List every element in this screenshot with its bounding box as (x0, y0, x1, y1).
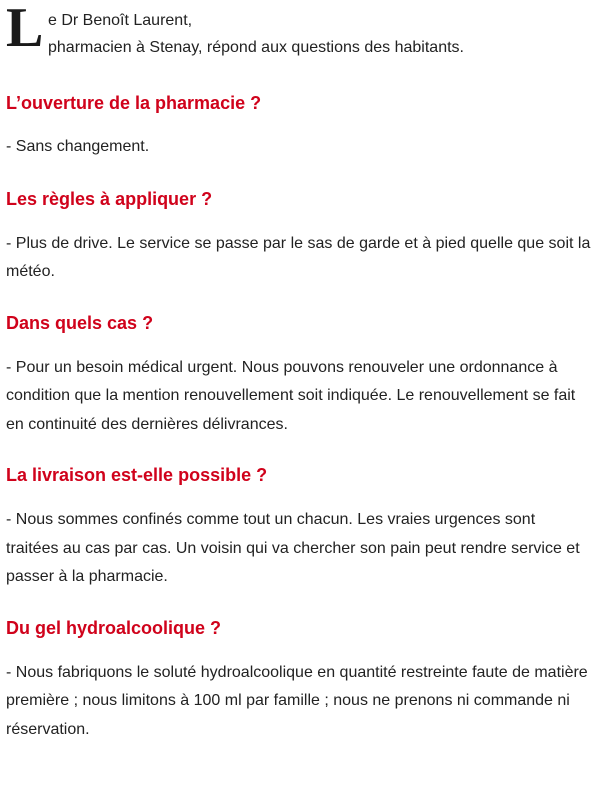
qa-section-cases (6, 312, 592, 440)
answer-text: - Nous sommes confinés comme tout un chacun. Les vraies urgences sont traitées au cas par cas. Un voisin qui va chercher son pain peut rendre service et passer à la pharmacie. (6, 511, 580, 585)
question-heading: Du gel hydroalcoolique ? (6, 617, 222, 638)
qa-section-gel (6, 617, 592, 745)
intro-line-1: e Dr Benoît Laurent, (48, 12, 193, 29)
article (6, 0, 592, 744)
question-heading: Dans quels cas ? (6, 312, 154, 333)
qa-section-opening (6, 92, 592, 162)
drop-cap: L (6, 0, 44, 59)
qa-section-delivery (6, 464, 592, 592)
answer-text: - Sans changement. (6, 138, 150, 155)
answer-text: - Plus de drive. Le service se passe par le sas de garde et à pied quelle que soit la météo. (6, 234, 591, 280)
question-heading: L’ouverture de la pharmacie ? (6, 93, 262, 113)
answer-text: - Nous fabriquons le soluté hydroalcoolique en quantité restreinte faute de matière première ; nous limitons à 100 ml par famille ; nous ne prenons ni commande ni réservation. (6, 663, 588, 738)
intro-line-2: pharmacien à Stenay, répond aux questions des habitants. (48, 39, 464, 56)
question-heading: La livraison est-elle possible ? (6, 465, 268, 485)
article-intro (6, 0, 592, 62)
answer-text: - Pour un besoin médical urgent. Nous pouvons renouveler une ordonnance à condition que la mention renouvellement soit indiquée. Le renouvellement se fait en continuité des dernières délivrances. (6, 358, 576, 433)
qa-section-rules (6, 188, 592, 287)
question-heading: Les règles à appliquer ? (6, 188, 213, 209)
